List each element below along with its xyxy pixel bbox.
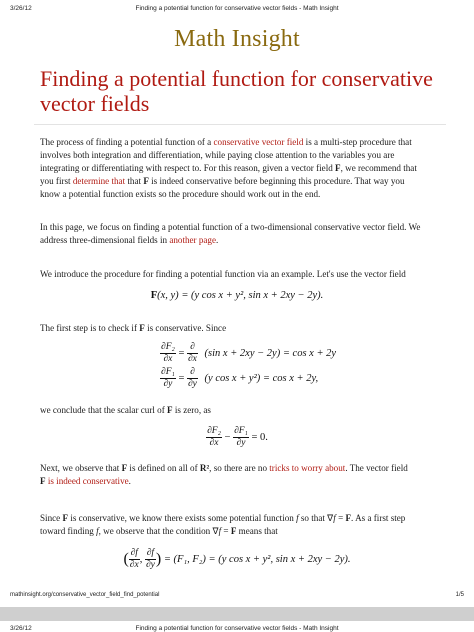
print-footer [10,592,464,602]
gradient-equation: ( $\frac{\partial f}{\partial x}$ , $\frac{\partial f}{\partial y}$ ) = (F₁, F₂) = (y cos x + y², sin x + 2xy − 2y). [123,548,351,570]
page-number: 1/5 [455,592,464,598]
next-page-title: Finding a potential function for conservative vector fields - Math Insight [135,625,339,632]
partial-f1-row: $\frac{\text{∂F₁}}{\partial y}$ = $\frac{\partial}{\partial y}$ (y cos x + y²) = cos x + 2y, [161,367,319,389]
next-page-date: 3/26/12 [10,625,32,632]
partial-f2-row: $\frac{\text{∂F₂}}{\partial x}$ = $\frac{\partial}{\partial x}$ (sin x + 2xy − 2y) = cos x + 2y [161,342,337,364]
page-url: mathinsight.org/conservative_vector_field_find_potential [10,592,160,598]
print-header [10,5,464,17]
conservative-vector-field-link[interactable]: conservative vector field [213,137,304,147]
scalar-curl-equation: $\frac{\text{∂F₂}}{\partial x}$ − $\frac{\text{∂F₁}}{\partial y}$ = 0. [207,426,268,448]
page-separator [0,607,474,621]
determine-that-link[interactable]: determine that [72,176,126,186]
example-intro-paragraph: We introduce the procedure for finding a potential function via an example. Let's use the vector field [40,269,406,279]
site-title[interactable]: Math Insight [174,26,300,52]
next-page-header [10,625,464,632]
print-date: 3/26/12 [10,5,32,12]
domain-paragraph: Next, we observe that F is defined on all of R², so there are no tricks to worry about. The vector field F is indeed conservative. [40,463,408,486]
page-title-line2: vector fields [40,91,150,116]
title-divider [34,124,446,125]
scalar-curl-paragraph: we conclude that the scalar curl of F is zero, as [40,405,211,415]
potential-function-paragraph: Since F is conservative, we know there exists some potential function f so that ∇f = F. As a first step toward finding f, we observe that the condition ∇f = F means that [40,513,406,536]
intro-paragraph: The process of finding a potential function of a conservative vector field is a multi-step procedure that involves both integration and differentiation, while paying close attention to the variables you are integrating or differentiating with respect to. For this reason, given a vector field F, we recommend that you first determine that that F is indeed conservative before beginning this procedure. That way you know a potential function exists so the procedure should work out in the end. [40,137,417,199]
tricks-to-worry-about-link[interactable]: tricks to worry about [269,463,346,473]
is-indeed-conservative-link[interactable]: is indeed conservative [47,476,129,486]
three-dimensional-paragraph: In this page, we focus on finding a potential function of a two-dimensional conservative vector field. We address three-dimensional fields in another page. [40,222,421,245]
page-title [40,66,440,116]
page-title-line1: Finding a potential function for conservative [40,66,433,91]
another-page-link[interactable]: another page [169,235,217,245]
check-conservative-paragraph: The first step is to check if F is conservative. Since [40,323,227,333]
print-title: Finding a potential function for conservative vector fields - Math Insight [135,5,339,12]
vector-field-equation: F(x, y) = (y cos x + y², sin x + 2xy − 2y). [150,290,324,301]
